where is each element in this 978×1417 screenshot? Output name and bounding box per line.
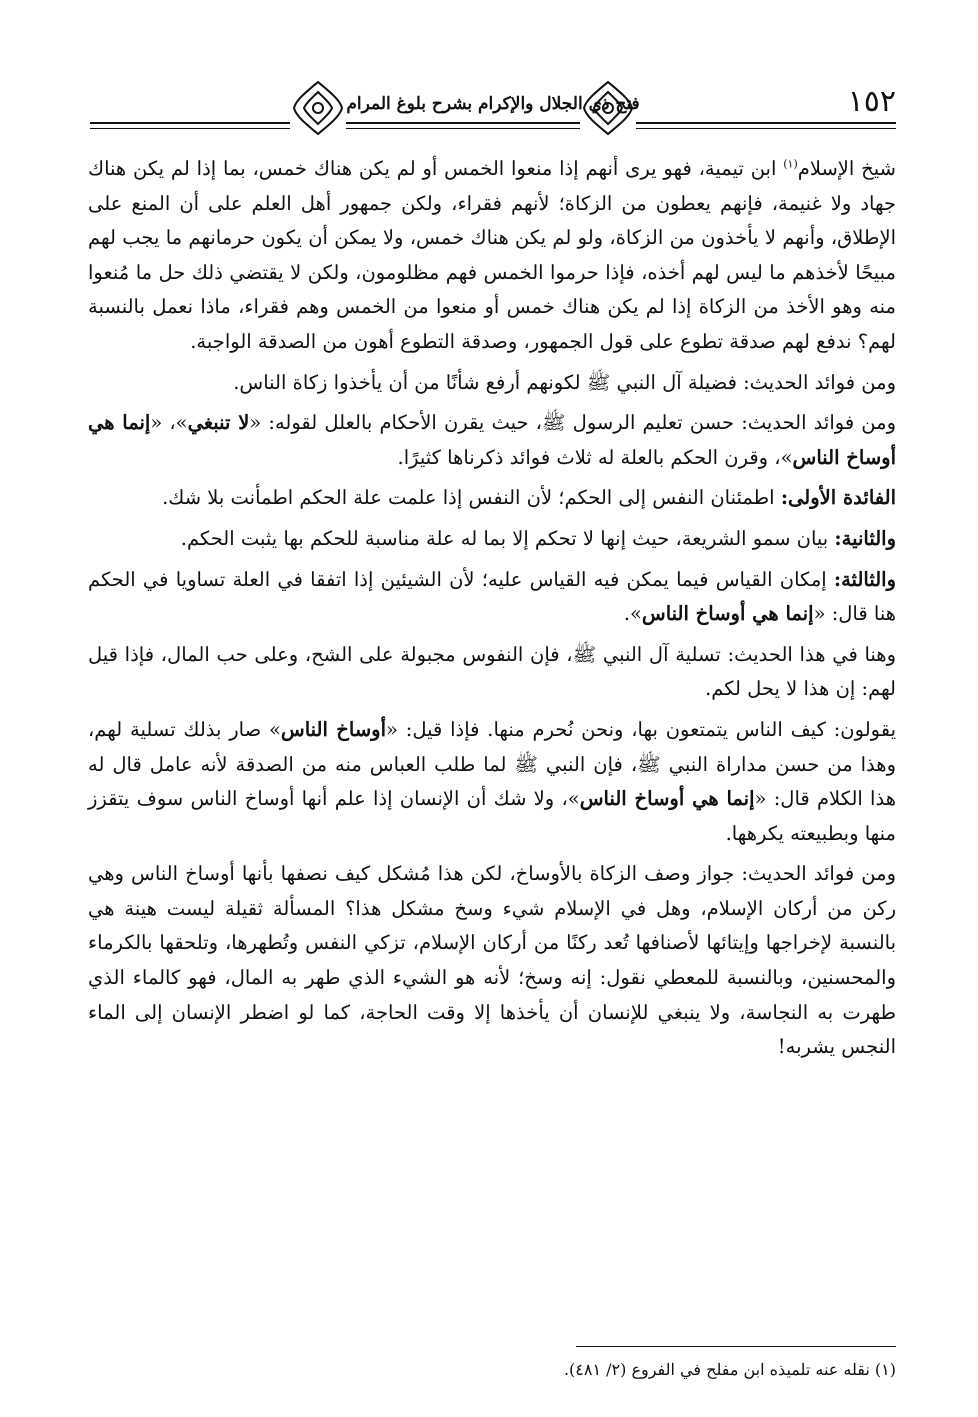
- page-header: [90, 68, 896, 132]
- header-rule: [90, 122, 896, 124]
- paragraph: وهنا في هذا الحديث: تسلية آل النبي ﷺ، فإن النفوس مجبولة على الشح، وعلى حب المال، فإذا قيل لهم: إن هذا لا يحل لكم.: [88, 642, 896, 701]
- header-rule-thin: [90, 128, 896, 129]
- paragraph: يقولون: كيف الناس يتمتعون بها، ونحن نُحرم منها. فإذا قيل: «أوساخ الناس» صار بذلك تسلية لهم، وهذا من حسن مداراة النبي ﷺ، فإن النبي ﷺ لما طلب العباس منه من الصدقة لأنه عامل قال له هذا الكلام قال: «إنما هي أوساخ الناس»، ولا شك أن الإنسان إذا علم أنها أوساخ الناس سوف يتقزز منها وبطبيعته يكرهها.: [88, 717, 897, 845]
- benefit-label: والثانية:: [834, 526, 896, 550]
- page-body: [88, 152, 896, 1071]
- paragraph: الفائدة الأولى: اطمئنان النفس إلى الحكم؛ لأن النفس إذا علمت علة الحكم اطمأنت بلا شك.: [162, 486, 896, 510]
- paragraph: ومن فوائد الحديث: حسن تعليم الرسول ﷺ، حيث يقرن الأحكام بالعلل لقوله: «لا تنبغي»، «إنما هي أوساخ الناس»، وقرن الحكم بالعلة له ثلاث فوائد ذكرناها كثيرًا.: [88, 411, 896, 469]
- paragraph: ومن فوائد الحديث: جواز وصف الزكاة بالأوساخ، لكن هذا مُشكل كيف نصفها بأنها أوساخ الناس وهي ركن من أركان الإسلام، وهل في الإسلام شيء وسخ مشكل هذا؟ المسألة ثقيلة ليست هينة هي بالنسبة لإخراجها وإيتائها لأصنافها تُعد ركنًا من أركان الإسلام، تزكي النفس وتُطهرها، وتلحقها بالكرماء والمحسنين، وبالنسبة للمعطي نقول: إنه وسخ؛ لأنه هو الشيء الذي طهر به المال، فهو كالماء الذي طهرت به النجاسة، ولا ينبغي للإنسان أن يأخذها إلا وقت الحاجة، كما لو اضطر الإنسان إلى الماء النجس يشربه!: [88, 862, 896, 1059]
- book-title: فتح ذي الجلال والإكرام بشرح بلوغ المرام: [346, 94, 640, 114]
- benefit-label: الفائدة الأولى:: [780, 486, 896, 510]
- footnote: (١) نقله عنه تلميذه ابن مفلح في الفروع (٢/ ٤٨١).: [563, 1360, 896, 1379]
- benefit-label: والثالثة:: [833, 567, 896, 591]
- paragraph: والثالثة: إمكان القياس فيما يمكن فيه القياس عليه؛ لأن الشيئين إذا اتفقا في العلة تساويا في الحكم هنا قال: «إنما هي أوساخ الناس».: [88, 567, 896, 626]
- page-number: ١٥٢: [847, 84, 896, 119]
- footnote-marker: (١): [783, 157, 798, 171]
- paragraph: ومن فوائد الحديث: فضيلة آل النبي ﷺ لكونهم أرفع شأنًا من أن يأخذوا زكاة الناس.: [233, 370, 896, 394]
- paragraph: والثانية: بيان سمو الشريعة، حيث إنها لا تحكم إلا بما له علة مناسبة للحكم بها يثبت الحكم.: [180, 526, 896, 550]
- footnote-separator: [576, 1346, 896, 1347]
- paragraph: شيخ الإسلام$^{(١)}$ ابن تيمية، فهو يرى أنهم إذا منعوا الخمس أو لم يكن هناك خمس، بما إذا لم يكن هناك جهاد ولا غنيمة، فإنهم يعطون من الزكاة؛ لأنهم فقراء، ولكن جمهور أهل العلم على أن المنع على الإطلاق، وأنهم لا يأخذون من الزكاة، ولو لم يكن هناك خمس، ولا يمكن أن يكون حرمانهم ما يجب لهم مبيحًا لأخذهم ما ليس لهم أخذه، فإذا حرموا الخمس فهم مظلومون، ولكن لا يقتضي ذلك حل ما مُنعوا منه وهو الأخذ من الزكاة إذا لم يكن هناك خمس أو منعوا من الخمس وهم فقراء، ماذا نعمل بالنسبة لهم؟ ندفع لهم صدقة تطوع على قول الجمهور، وصدقة التطوع أهون من الصدقة الواجبة.: [88, 157, 896, 353]
